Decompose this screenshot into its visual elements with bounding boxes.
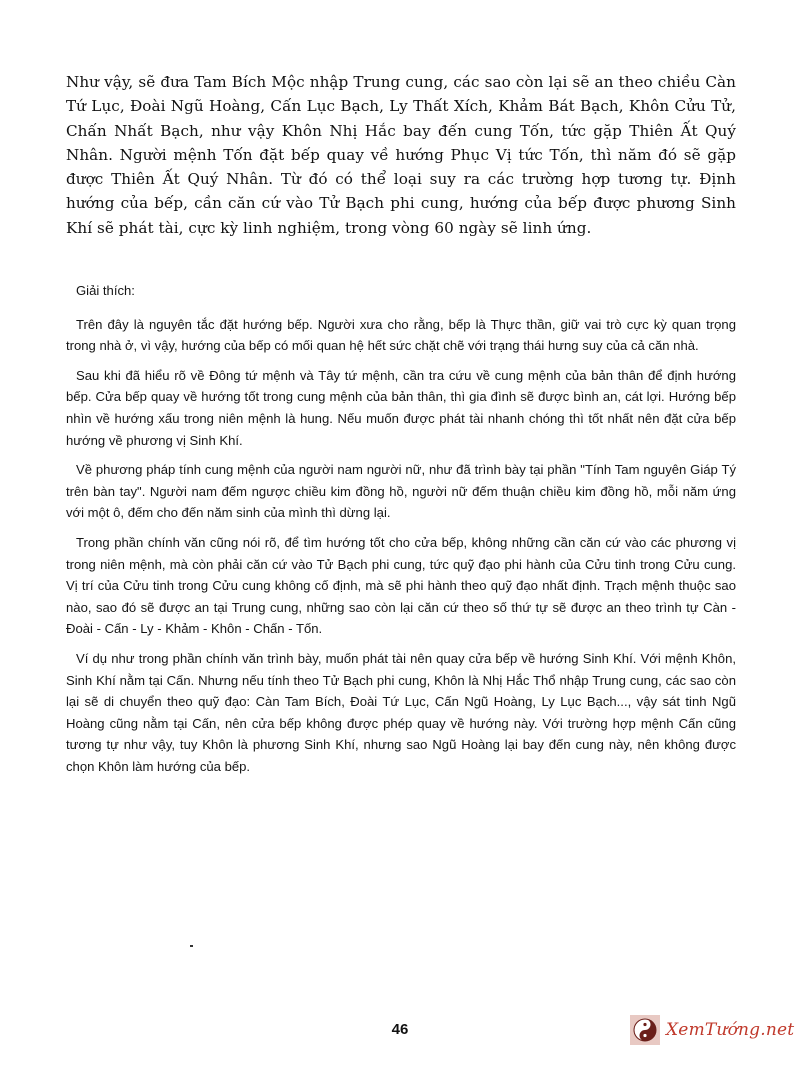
page-number: 46 bbox=[391, 1021, 409, 1038]
main-text-block bbox=[66, 70, 736, 240]
commentary-paragraph: Trong phần chính văn cũng nói rõ, để tìm hướng tốt cho cửa bếp, không những cần căn cứ vào các phương vị trong niên mệnh, mà còn phải căn cứ vào Tử Bạch phi cung, tức quỹ đạo phi hành của Cửu tinh trong Cửu cung. Vị trí của Cửu tinh trong Cửu cung không cố định, mà sẽ phi hành theo quỹ đạo nhất định. Trạch mệnh thuộc sao nào, sao đó sẽ được an tại Trung cung, những sao còn lại căn cứ theo số thứ tự sẽ được an theo trình tự Càn - Đoài - Cấn - Ly - Khảm - Khôn - Chấn - Tốn. bbox=[66, 534, 736, 637]
commentary-paragraph: Sau khi đã hiểu rõ về Đông tứ mệnh và Tây tứ mệnh, cần tra cứu về cung mệnh của bản thân để định hướng bếp. Cửa bếp quay về hướng tốt trong cung mệnh của bản thân, thì gia đình sẽ được bình an, cát lợi. Hướng bếp nhìn về hướng xấu trong niên mệnh là hung. Nếu muốn được phát tài nhanh chóng thì tốt nhất nên đặt cửa bếp hướng về phương vị Sinh Khí. bbox=[66, 367, 736, 448]
commentary-paragraph: Về phương pháp tính cung mệnh của người nam người nữ, như đã trình bày tại phần "Tính Tam nguyên Giáp Tý trên bàn tay". Người nam đếm ngược chiều kim đồng hồ, người nữ đếm thuận chiều kim đồng hồ, mỗi năm ứng với một ô, đếm cho đến năm sinh của mình thì dừng lại. bbox=[66, 462, 736, 521]
watermark-text: XemTướng.net bbox=[666, 1020, 795, 1040]
commentary-heading: Giải thích: bbox=[76, 283, 135, 298]
commentary-paragraph: Trên đây là nguyên tắc đặt hướng bếp. Người xưa cho rằng, bếp là Thực thần, giữ vai trò cực kỳ quan trọng trong nhà ở, vì vậy, hướng của bếp có mối quan hệ hết sức chặt chẽ với trạng thái hưng suy của cả căn nhà. bbox=[66, 316, 736, 354]
scan-speck bbox=[190, 945, 193, 947]
commentary-paragraph: Ví dụ như trong phần chính văn trình bày, muốn phát tài nên quay cửa bếp về hướng Sinh Khí. Với mệnh Khôn, Sinh Khí nằm tại Cấn. Nhưng nếu tính theo Tử Bạch phi cung, Khôn là Nhị Hắc Thổ nhập Trung cung, các sao còn lại sẽ di chuyển theo quỹ đạo: Càn Tam Bích, Đoài Tứ Lục, Cấn Ngũ Hoàng, Ly Lục Bạch..., vậy sát tinh Ngũ Hoàng cũng nằm tại Cấn, nên cửa bếp không được phép quay về hướng này. Với trường hợp mệnh Cấn cũng tương tự như vậy, tuy Khôn là phương Sinh Khí, nhưng sao Ngũ Hoàng lại bay đến cung này, nên không được chọn Khôn làm hướng của bếp. bbox=[66, 650, 736, 774]
yin-yang-icon bbox=[630, 1015, 660, 1045]
main-paragraph: Như vậy, sẽ đưa Tam Bích Mộc nhập Trung cung, các sao còn lại sẽ an theo chiều Càn Tứ Lục, Đoài Ngũ Hoàng, Cấn Lục Bạch, Ly Thất Xích, Khảm Bát Bạch, Khôn Cửu Tử, Chấn Nhất Bạch, như vậy Khôn Nhị Hắc bay đến cung Tốn, tức gặp Thiên Ất Quý Nhân. Người mệnh Tốn đặt bếp quay về hướng Phục Vị tức Tốn, thì năm đó sẽ gặp được Thiên Ất Quý Nhân. Từ đó có thể loại suy ra các trường hợp tương tự. Định hướng của bếp, cần căn cứ vào Tử Bạch phi cung, hướng của bếp được phương Sinh Khí sẽ phát tài, cực kỳ linh nghiệm, trong vòng 60 ngày sẽ linh ứng. bbox=[66, 73, 736, 237]
watermark bbox=[630, 1010, 795, 1050]
commentary-section bbox=[66, 280, 736, 785]
